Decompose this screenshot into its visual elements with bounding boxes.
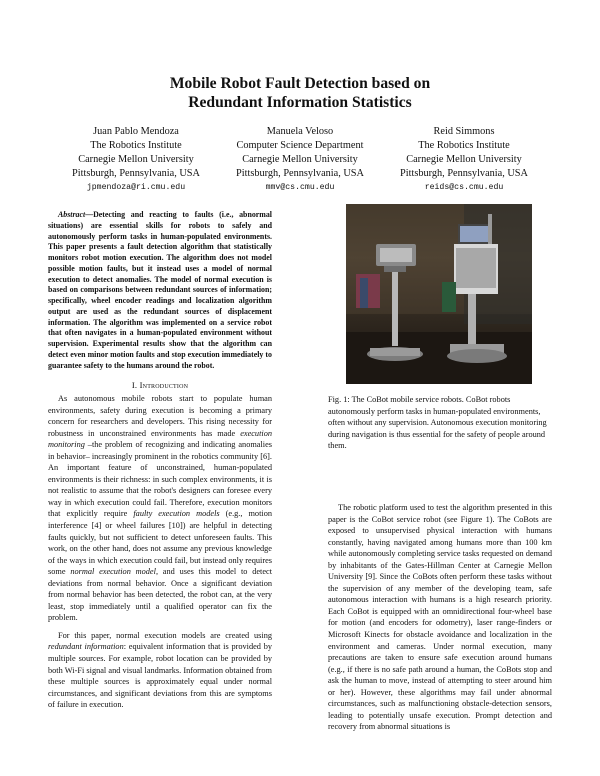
text-run: (e.g., motion interference [4] or wheel failures [10]) are helpful in detecting faults quickly, but not sufficient to detect unforeseen faults. This work, on the other hand, does not assume any previous knowledge of the ways in which execution could fail, but instead only requires some xyxy=(48,509,272,577)
intro-paragraph-1 xyxy=(48,393,272,624)
text-run: For this paper, normal execution models are created using xyxy=(58,630,272,640)
author-email: mmv@cs.cmu.edu xyxy=(265,183,335,192)
author-name: Reid Simmons xyxy=(433,126,495,137)
italic-term: faulty execution models xyxy=(133,509,220,519)
text-run: , and uses this model to detect deviations from normal behavior. Once a significant deviation from normal behavior has been detected, the robot can, at the very least, stop immediately until a qualified operator can fix the problem. xyxy=(48,567,273,623)
section-title: Introduction xyxy=(139,380,189,390)
title-line-1: Mobile Robot Fault Detection based on xyxy=(169,75,431,92)
author-affiliation: Pittsburgh, Pennsylvania, USA xyxy=(400,168,528,179)
author-affiliation: The Robotics Institute xyxy=(90,140,182,151)
intro-paragraph-2 xyxy=(48,630,272,711)
right-column-body xyxy=(328,502,552,733)
author-affiliation: Computer Science Department xyxy=(236,140,364,151)
author-email: reids@cs.cmu.edu xyxy=(424,183,504,192)
text-run: –the problem of recognizing and indicating anomalies in behavior– increasingly prominent in the robotics community [6]. An important feature of unconstrained, human-populated environments is their richness: in such complex environments, it is not realistic to assume that the robot's designers can foresee every way in which execution could fail. Therefore, execution monitors that explicitly require xyxy=(48,440,272,519)
paper-title xyxy=(0,74,600,112)
italic-term: normal execution model xyxy=(70,567,156,577)
cobot-robots-illustration xyxy=(346,204,532,384)
figure-cobot-robots-photo xyxy=(346,204,532,384)
text-run: As autonomous mobile robots start to populate human environments, safety during execution is becoming a primary concern for researchers and developers. This rising necessity for robustness in unconstrained environments has made xyxy=(48,394,272,438)
abstract-text: —Detecting and reacting to faults (i.e., abnormal situations) are essential skills for robots to safely and autonomously perform tasks in human-populated environments. This paper presents a fault detection algorithm that statistically monitors robot motion execution. The algorithm does not model possible motion faults, but it instead uses a model of normal execution to detect anomalies. The model of normal execution is based on comparisons between redundant sources of information; specifically, wheel encoder readings and localization algorithm output are used as the redundant sources of displacement information. The algorithm was implemented on a service robot that often navigates in a human-populated environment without supervision. Experimental results show that the algorithm can detect even minor motion faults and stop execution immediately to guarantee safety to the humans around the robot. xyxy=(48,210,272,370)
introduction-body xyxy=(48,393,272,717)
abstract-label: Abstract xyxy=(58,210,86,219)
abstract xyxy=(48,210,272,371)
author-affiliation: Carnegie Mellon University xyxy=(78,154,194,165)
author-block-simmons xyxy=(364,125,564,195)
text-run: : equivalent information that is provided by multiple sources. For example, robot location can be provided by both Wi-Fi signal and visual landmarks. Information obtained from these multiple sources is approximately equal under normal circumstances, and significant deviations from this are symptoms of failure in execution. xyxy=(48,642,272,710)
section-number: I. xyxy=(131,380,138,390)
italic-term: redundant information xyxy=(48,642,124,652)
title-line-2: Redundant Information Statistics xyxy=(188,94,412,111)
section-heading-introduction xyxy=(48,380,272,390)
abstract-paragraph xyxy=(48,210,272,371)
right-paragraph-1: The robotic platform used to test the algorithm presented in this paper is the CoBot service robot (see Figure 1). The CoBots are exposed to unsupervised physical interaction with humans constantly, having navigated among humans more than 100 km while autonomously completing service tasks requested on demand by inhabitants of the Gates-Hillman Center at Carnegie Mellon University [9]. Since the CoBots often perform these tasks without the supervision of any member of the developing team, safe autonomous interaction with humans is a high research priority. Each CoBot is equipped with an omnidirectional four-wheel base for motion (and encoders for odometry), laser range-finders or Microsoft Kinects for obstacle avoidance and localization in the environment and cameras. Under normal execution, many precautions are taken to ensure safe execution around humans (e.g., if there is no safe path around a human, the CoBots stop and ask the human to move, instead of attempting to steer around him or her). However, these algorithms may fail under abnormal circumstances, such as malfunctioning obstacle-detection sensors, leading to potentially unsafe execution. Prompt detection and recovery from abnormal situations is xyxy=(328,503,552,732)
figure-caption: Fig. 1: The CoBot mobile service robots. CoBot robots autonomously perform tasks in human-populated environments, often without any supervision. Autonomous execution monitoring during navigation is thus essential for the safety of people around them. xyxy=(328,395,547,451)
italic-term: execution monitoring xyxy=(48,428,272,450)
author-name: Manuela Veloso xyxy=(266,126,334,137)
author-name: Juan Pablo Mendoza xyxy=(93,126,179,137)
author-email: jpmendoza@ri.cmu.edu xyxy=(86,183,186,192)
author-affiliation: The Robotics Institute xyxy=(418,140,510,151)
author-affiliation: Pittsburgh, Pennsylvania, USA xyxy=(236,168,364,179)
author-affiliation: Carnegie Mellon University xyxy=(406,154,522,165)
author-affiliation: Pittsburgh, Pennsylvania, USA xyxy=(72,168,200,179)
author-affiliation: Carnegie Mellon University xyxy=(242,154,358,165)
